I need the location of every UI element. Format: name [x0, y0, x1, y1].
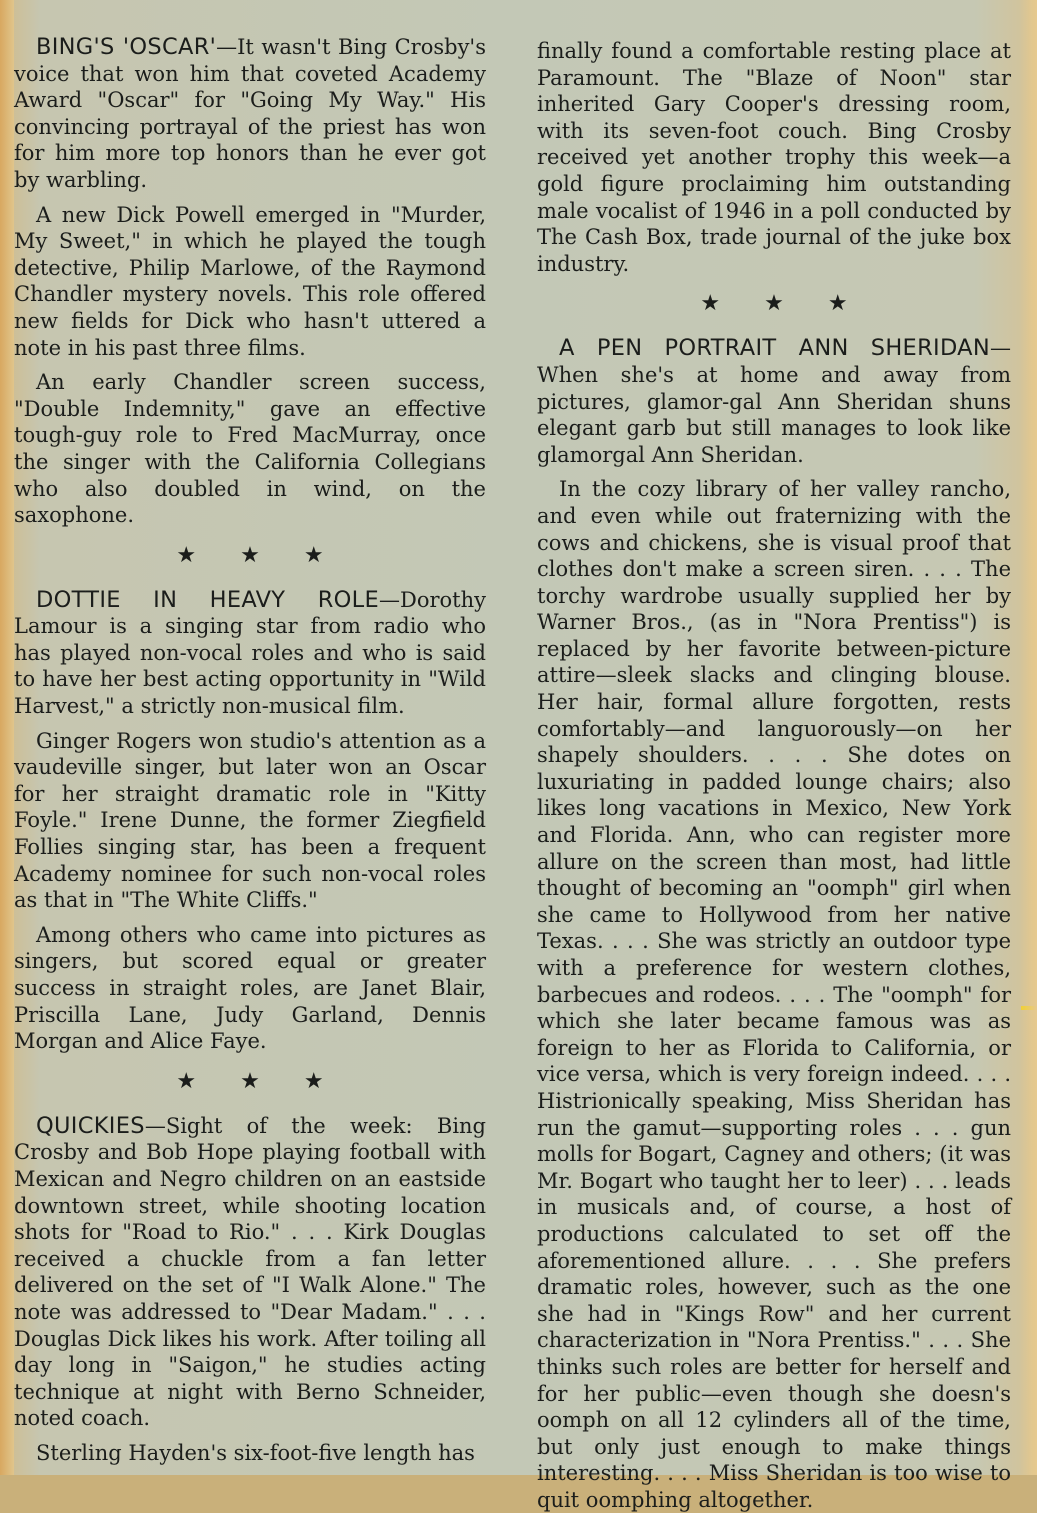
section-heading: DOTTIE IN HEAVY ROLE — [36, 586, 379, 613]
section-lead-text: —When she's at home and away from pictures, glamor-gal Ann Sheridan shuns elegant garb but still manages to look like glamorgal Ann Sheridan. — [537, 336, 1011, 467]
star-separator: ★★★ — [700, 291, 892, 317]
section-heading: QUICKIES — [36, 1112, 145, 1139]
left-column — [14, 34, 486, 1467]
paragraph-continuation: finally found a comfortable resting place at Paramount. The "Blaze of Noon" star inherited Gary Cooper's dressing room, with its seven-foot couch. Bing Crosby received yet another trophy this week—a gold figure proclaiming him outstanding male vocalist of 1946 in a poll conducted by The Cash Box, trade journal of the juke box industry. — [537, 39, 1011, 276]
right-column — [537, 38, 1011, 1513]
section-lead-text: —It wasn't Bing Crosby's voice that won him that coveted Academy Award "Oscar" for "Going My Way." His convincing portrayal of the priest has won for him more top honors than he ever got by warbling. — [14, 35, 486, 192]
star-separator: ★★★ — [176, 1068, 368, 1094]
section-heading: BING'S 'OSCAR' — [36, 34, 217, 60]
page-edge-mark — [1021, 1006, 1037, 1010]
article-bings-oscar — [14, 34, 486, 194]
paragraph: In the cozy library of her valley rancho, and even while out fraternizing with the cows and chickens, she is visual proof that clothes don't make a screen siren. . . . The torchy wardrobe usually supplied her by Warner Bros., (as in "Nora Prentiss") is replaced by her favorite between-picture attire—sleek slacks and clinging blouse. Her hair, formal allure forgotten, rests comfortably—and languorously—on her shapely shoulders. . . . She dotes on luxuriating in padded lounge chairs; also likes long vacations in Mexico, New York and Florida. Ann, who can register more allure on the screen than most, had little thought of becoming an "oomph" girl when she came to Hollywood from her native Texas. . . . She was strictly an outdoor type with a preference for western clothes, barbecues and rodeos. . . . The "oomph" for which she later became famous was as foreign to her as Florida to California, or vice versa, which is very foreign indeed. . . . Histrionically speaking, Miss Sheridan has run the gamut—supporting roles . . . gun molls for Bogart, Cagney and others; (it was Mr. Bogart who taught her to leer) . . . leads in musicals and, of course, a host of productions calculated to set off the aforementioned allure. . . . She prefers dramatic roles, however, such as the one she had in "Kings Row" and her current characterization in "Nora Prentiss." . . . She thinks such roles are better for herself and for her public—even though she doesn's oomph on all 12 cylinders all of the time, but only just enough to make things interesting. . . . Miss Sheridan is too wise to quit oomphing altogether. — [537, 477, 1011, 1512]
paragraph: Ginger Rogers won studio's attention as a vaudeville singer, but later won an Oscar for her straight dramatic role in "Kitty Foyle." Irene Dunne, the former Ziegfield Follies singing star, has been a frequent Academy nominee for such non-vocal roles as that in "The White Cliffs." — [14, 728, 486, 913]
paragraph: Sterling Hayden's six-foot-five length has — [36, 1440, 475, 1465]
paragraph: Among others who came into pictures as singers, but scored equal or greater success in straight roles, are Janet Blair, Priscilla Lane, Judy Garland, Dennis Morgan and Alice Faye. — [14, 922, 486, 1054]
article-dottie-heavy-role — [14, 587, 486, 720]
section-lead-text: —Dorothy Lamour is a singing star from radio who has played non-vocal roles and who is said to have her best acting opportunity in "Wild Harvest," a strictly non-musical film. — [14, 587, 486, 719]
article-ann-sheridan — [537, 335, 1011, 468]
section-lead-text: —Sight of the week: Bing Crosby and Bob Hope playing football with Mexican and Negro children on an eastside downtown street, while shooting location shots for "Road to Rio." . . . Kirk Douglas received a chuckle from a fan letter delivered on the set of "I Walk Alone." The note was addressed to "Dear Madam." . . . Douglas Dick likes his work. After toiling all day long in "Saigon," he studies acting technique at night with Berno Schneider, noted coach. — [14, 1113, 486, 1431]
section-heading: A PEN PORTRAIT ANN SHERIDAN — [559, 335, 990, 362]
paragraph: A new Dick Powell emerged in "Murder, My Sweet," in which he played the tough detective, Philip Marlowe, of the Raymond Chandler mystery novels. This role offered new fields for Dick who hasn't uttered a note in his past three films. — [14, 202, 486, 360]
star-separator: ★★★ — [176, 542, 368, 568]
article-quickies — [14, 1113, 486, 1432]
paragraph: An early Chandler screen success, "Double Indemnity," gave an effective tough-guy role to Fred MacMurray, once the singer with the California Collegians who also doubled in wind, on the saxophone. — [14, 370, 486, 528]
